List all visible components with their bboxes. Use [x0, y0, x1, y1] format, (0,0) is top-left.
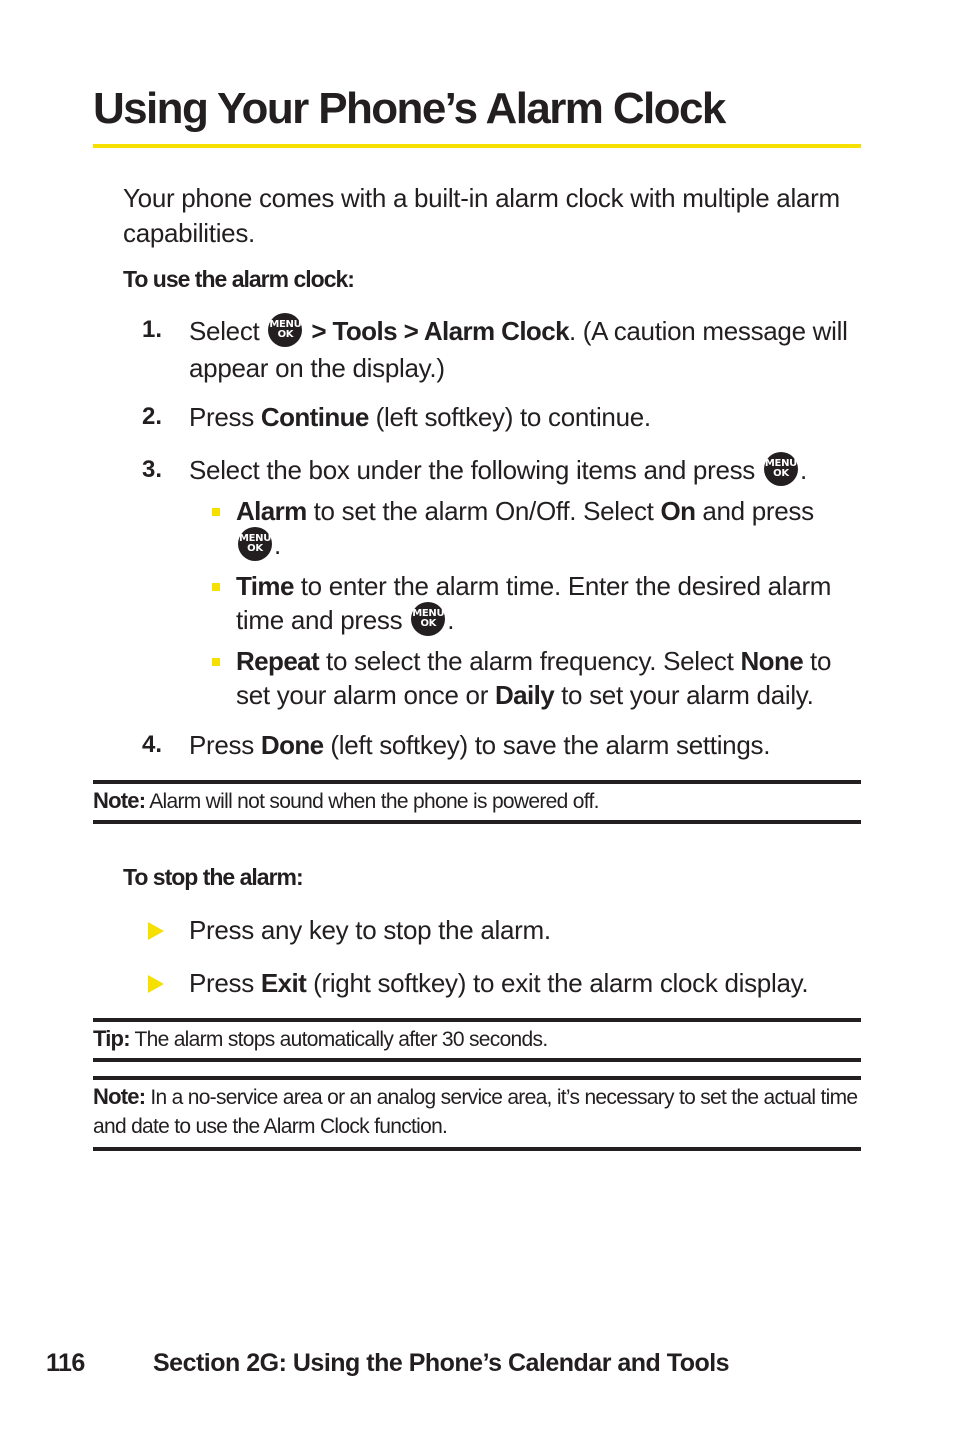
- step-4: Press Done (left softkey) to save the alarm settings.: [189, 730, 771, 760]
- step-3-text-a: Select the box under the following items and press: [189, 455, 756, 485]
- bullet-alarm-on: On: [660, 496, 696, 526]
- step-3: [189, 452, 854, 489]
- bullet-alarm-label: Alarm: [236, 496, 307, 526]
- note-no-service: Note: In a no-service area or an analog service area, it’s necessary to set the actual time and date to use the Alarm Clock function.: [93, 1084, 858, 1138]
- title-rule: [93, 144, 861, 148]
- intro-paragraph: Your phone comes with a built-in alarm clock with multiple alarm capabilities.: [123, 183, 840, 248]
- exit-key: Exit: [260, 968, 307, 998]
- step-4-number: 4.: [142, 731, 163, 758]
- page-title: Using Your Phone’s Alarm Clock: [93, 84, 725, 133]
- arrow-bullet-icon: [148, 922, 164, 940]
- note-rule-bottom: [93, 820, 861, 824]
- stop-heading: To stop the alarm:: [123, 864, 303, 890]
- arrow-bullet-icon: [148, 975, 164, 993]
- note-powered-off: Note: Alarm will not sound when the phone is powered off.: [93, 788, 599, 813]
- step-1-text-a: Select: [189, 316, 260, 346]
- bullet-repeat: Repeat to select the alarm frequency. Select None to set your alarm once or Daily to set your alarm daily.: [236, 646, 832, 710]
- bullet-repeat-label: Repeat: [236, 646, 320, 676]
- page-number: 116: [46, 1349, 85, 1377]
- step-2-key: Continue: [260, 402, 369, 432]
- bullet-time-label: Time: [236, 571, 294, 601]
- step-1-number: 1.: [142, 316, 163, 343]
- step-2-number: 2.: [142, 403, 163, 430]
- bullet-time: Time to enter the alarm time. Enter the desired alarm time and press MENU OK .: [236, 571, 832, 635]
- bullet-square: [212, 508, 220, 516]
- note2-rule-top: [93, 1076, 861, 1080]
- tip-rule-bottom: [93, 1058, 861, 1062]
- stop-item-2: Press Exit (right softkey) to exit the alarm clock display.: [189, 968, 809, 998]
- step-2: [189, 399, 854, 435]
- step-1-path: > Tools > Alarm Clock: [311, 316, 569, 346]
- bullet-alarm: Alarm to set the alarm On/Off. Select On and press MENU OK .: [236, 496, 814, 560]
- bullet-square: [212, 658, 220, 666]
- section-title: Section 2G: Using the Phone’s Calendar and Tools: [153, 1349, 730, 1377]
- menu-ok-icon: MENU OK: [238, 527, 272, 561]
- step-2-text-a: Press: [189, 402, 261, 432]
- bullet-repeat-daily: Daily: [495, 680, 555, 710]
- note2-rule-bottom: [93, 1147, 861, 1151]
- use-heading: To use the alarm clock:: [123, 266, 354, 292]
- bullet-square: [212, 583, 220, 591]
- bullet-repeat-none: None: [740, 646, 804, 676]
- step-4-key: Done: [260, 730, 324, 760]
- menu-ok-icon: MENU OK: [764, 452, 798, 486]
- step-1-text-c: . (A caution message will appear on the display.): [189, 316, 848, 384]
- stop-item-1: Press any key to stop the alarm.: [189, 915, 551, 945]
- menu-ok-icon: MENU OK: [411, 602, 445, 636]
- menu-ok-icon: MENU OK: [268, 313, 302, 347]
- step-3-number: 3.: [142, 456, 163, 483]
- step-2-text-c: (left softkey) to continue.: [368, 402, 651, 432]
- tip-rule-top: [93, 1018, 861, 1022]
- note-rule-top: [93, 780, 861, 784]
- step-1: [189, 313, 854, 386]
- tip-box: Tip: The alarm stops automatically after 30 seconds.: [93, 1026, 548, 1051]
- step-3-text-c: .: [799, 455, 807, 485]
